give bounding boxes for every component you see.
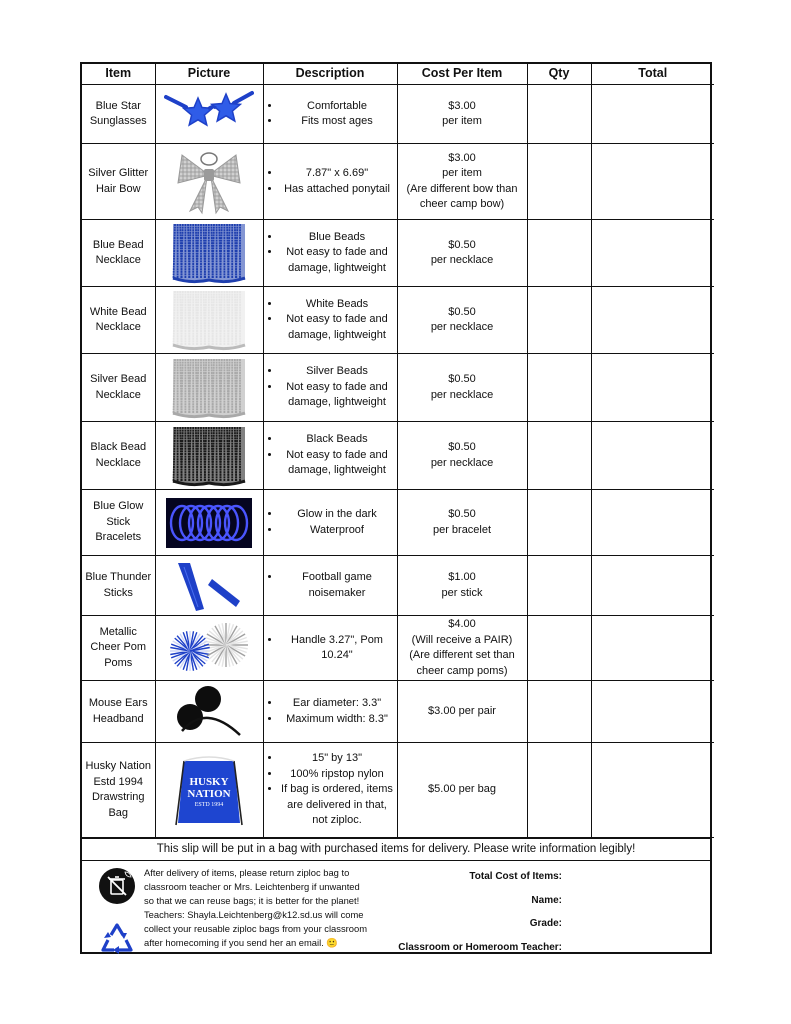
bag-print-text: HUSKY — [189, 776, 229, 788]
item-description — [263, 354, 397, 422]
blue-star-sunglasses-picture — [155, 85, 263, 144]
description-bullet: • Blue Beads — [281, 230, 394, 246]
item-name: Blue Thunder Sticks — [82, 556, 155, 616]
table-body — [82, 85, 714, 838]
qty-cell[interactable] — [527, 144, 591, 220]
table-row — [82, 144, 714, 220]
description-bullet: • Comfortable — [281, 99, 394, 115]
silver-beads-picture — [155, 354, 263, 422]
column-header: Picture — [155, 64, 263, 85]
description-bullet: • If bag is ordered, items are delivered in that, not ziploc. — [281, 782, 394, 829]
bag-print-text: NATION — [187, 788, 231, 800]
bag-print-text: ESTD 1994 — [194, 802, 224, 808]
table-row — [82, 287, 714, 354]
cost-line: cheer camp poms) — [416, 664, 508, 677]
table-row — [82, 743, 714, 838]
total-cell[interactable] — [591, 681, 714, 743]
item-description — [263, 220, 397, 287]
description-bullet: • Maximum width: 8.3" — [281, 712, 394, 728]
cost-line: $1.00 — [448, 571, 476, 583]
qty-cell[interactable] — [527, 743, 591, 838]
description-bullet: • Waterproof — [281, 523, 394, 539]
table-row — [82, 85, 714, 144]
cost-line: (Are different bow than — [406, 182, 518, 195]
cost-line: cheer camp bow) — [419, 198, 505, 210]
item-name: Silver Glitter Hair Bow — [82, 144, 155, 220]
qty-cell[interactable] — [527, 616, 591, 681]
recycle-icon — [98, 920, 136, 958]
footer-message-line: after homecoming if you send her an email. 🙂 — [144, 937, 339, 948]
cost-line: per stick — [441, 586, 483, 599]
description-bullet: • Ear diameter: 3.3" — [281, 696, 394, 712]
cost-line: per item — [442, 115, 482, 127]
table-row — [82, 616, 714, 681]
description-bullet: • Not easy to fade and damage, lightweight — [281, 380, 394, 411]
item-description — [263, 287, 397, 354]
cost-per-item — [397, 743, 527, 838]
cost-line: $5.00 per bag — [428, 783, 496, 796]
cost-per-item — [397, 422, 527, 490]
qty-cell[interactable] — [527, 220, 591, 287]
cost-line: $0.50 — [448, 508, 476, 520]
mouse-ears-picture — [155, 681, 263, 743]
item-description — [263, 422, 397, 490]
column-header: Description — [263, 64, 397, 85]
column-header: Cost Per Item — [397, 64, 527, 85]
cost-per-item — [397, 616, 527, 681]
cost-per-item — [397, 354, 527, 422]
cost-line: $3.00 — [448, 151, 476, 164]
qty-cell[interactable] — [527, 85, 591, 144]
cost-per-item — [397, 144, 527, 220]
item-name: White Bead Necklace — [82, 287, 155, 354]
thunder-sticks-picture — [155, 556, 263, 616]
description-bullet: • Black Beads — [281, 432, 394, 448]
footer-message-line: classroom teacher or Mrs. Leichtenberg if unwanted — [144, 881, 360, 892]
description-bullet: • Has attached ponytail — [281, 182, 394, 198]
table-row — [82, 220, 714, 287]
footer — [82, 861, 710, 954]
total-cell[interactable] — [591, 490, 714, 556]
teacher-field[interactable]: Classroom or Homeroom Teacher: — [398, 941, 562, 953]
description-bullet: • Silver Beads — [281, 364, 394, 380]
cost-line: per item — [442, 167, 482, 179]
item-name: Metallic Cheer Pom Poms — [82, 616, 155, 681]
items-table — [82, 64, 714, 838]
description-bullet: • 7.87" x 6.69" — [281, 166, 394, 182]
item-name: Silver Bead Necklace — [82, 354, 155, 422]
white-beads-picture — [155, 287, 263, 354]
qty-cell[interactable] — [527, 354, 591, 422]
black-beads-picture — [155, 422, 263, 490]
cost-line: (Are different set than — [409, 649, 515, 661]
description-bullet: • Not easy to fade and damage, lightweight — [281, 245, 394, 276]
item-name: Husky Nation Estd 1994 Drawstring Bag — [82, 743, 155, 838]
item-name: Blue Bead Necklace — [82, 220, 155, 287]
description-bullet: • Not easy to fade and damage, lightweight — [281, 448, 394, 479]
cost-per-item — [397, 220, 527, 287]
total-cost-field[interactable]: Total Cost of Items: — [469, 871, 562, 882]
cost-per-item — [397, 85, 527, 144]
qty-cell[interactable] — [527, 556, 591, 616]
item-description — [263, 681, 397, 743]
qty-cell[interactable] — [527, 422, 591, 490]
cost-line: $3.00 — [448, 99, 476, 112]
description-bullet: • Handle 3.27", Pom 10.24" — [281, 633, 394, 664]
total-cell[interactable] — [591, 85, 714, 144]
delivery-note: This slip will be put in a bag with purchased items for delivery. Please write information legibly! — [82, 838, 710, 861]
cost-line: per necklace — [430, 456, 494, 469]
cost-line: per necklace — [430, 388, 494, 401]
table-row — [82, 422, 714, 490]
column-header: Item — [82, 64, 155, 85]
cost-per-item — [397, 681, 527, 743]
total-cell[interactable] — [591, 220, 714, 287]
description-bullet: • Not easy to fade and damage, lightweight — [281, 312, 394, 343]
cost-line: $4.00 — [448, 618, 476, 630]
item-description — [263, 556, 397, 616]
item-description — [263, 743, 397, 838]
blue-beads-picture — [155, 220, 263, 287]
cost-line: $3.00 per pair — [428, 704, 496, 717]
total-cell[interactable] — [591, 616, 714, 681]
item-name: Blue Star Sunglasses — [82, 85, 155, 144]
table-header-row — [82, 64, 714, 85]
qty-cell[interactable] — [527, 287, 591, 354]
qty-cell[interactable] — [527, 490, 591, 556]
total-cell[interactable] — [591, 422, 714, 490]
grade-field[interactable]: Grade: — [529, 918, 562, 929]
cost-per-item — [397, 556, 527, 616]
cost-line: per necklace — [430, 254, 494, 266]
total-cell[interactable] — [591, 287, 714, 354]
description-bullet: • 100% ripstop nylon — [281, 767, 394, 783]
footer-message-line: After delivery of items, please return ziploc bag to — [144, 867, 350, 878]
column-header: Total — [591, 64, 714, 85]
cost-line: $0.50 — [448, 441, 476, 453]
cost-line: $0.50 — [448, 305, 476, 318]
total-cell[interactable] — [591, 743, 714, 838]
cost-line: per necklace — [430, 321, 494, 333]
glow-bracelets-picture — [155, 490, 263, 556]
item-description — [263, 85, 397, 144]
footer-message — [144, 866, 394, 950]
item-name: Mouse Ears Headband — [82, 681, 155, 743]
description-bullet: • White Beads — [281, 297, 394, 313]
pom-poms-picture — [155, 616, 263, 681]
cost-line: $0.50 — [448, 373, 476, 385]
drawstring-bag-picture — [155, 743, 263, 838]
qty-cell[interactable] — [527, 681, 591, 743]
item-description — [263, 144, 397, 220]
footer-message-line: Teachers: Shayla.Leichtenberg@k12.sd.us will come — [144, 909, 364, 920]
order-form — [80, 62, 712, 954]
total-cell[interactable] — [591, 354, 714, 422]
item-name: Blue Glow Stick Bracelets — [82, 490, 155, 556]
cost-line: (Will receive a PAIR) — [411, 633, 513, 646]
cost-per-item — [397, 287, 527, 354]
description-bullet: • Football game noisemaker — [281, 570, 394, 601]
cost-line: per bracelet — [432, 523, 492, 536]
total-cell[interactable] — [591, 556, 714, 616]
cost-line: $0.50 — [448, 238, 476, 251]
item-name: Black Bead Necklace — [82, 422, 155, 490]
footer-message-line: so that we can reuse bags; it is better for the planet! — [144, 895, 360, 906]
name-field[interactable]: Name: — [531, 894, 562, 906]
table-row — [82, 354, 714, 422]
cost-per-item — [397, 490, 527, 556]
item-description — [263, 616, 397, 681]
silver-hair-bow-picture — [155, 144, 263, 220]
description-bullet: • Glow in the dark — [281, 507, 394, 523]
total-cell[interactable] — [591, 144, 714, 220]
column-header: Qty — [527, 64, 591, 85]
form-fields — [398, 865, 562, 959]
table-row — [82, 681, 714, 743]
table-row — [82, 556, 714, 616]
item-description — [263, 490, 397, 556]
table-row — [82, 490, 714, 556]
footer-message-line: collect your reusable ziploc bags from your classroom — [144, 923, 368, 934]
description-bullet: • Fits most ages — [281, 114, 394, 130]
no-trash-icon — [98, 867, 136, 905]
description-bullet: • 15" by 13" — [281, 751, 394, 767]
